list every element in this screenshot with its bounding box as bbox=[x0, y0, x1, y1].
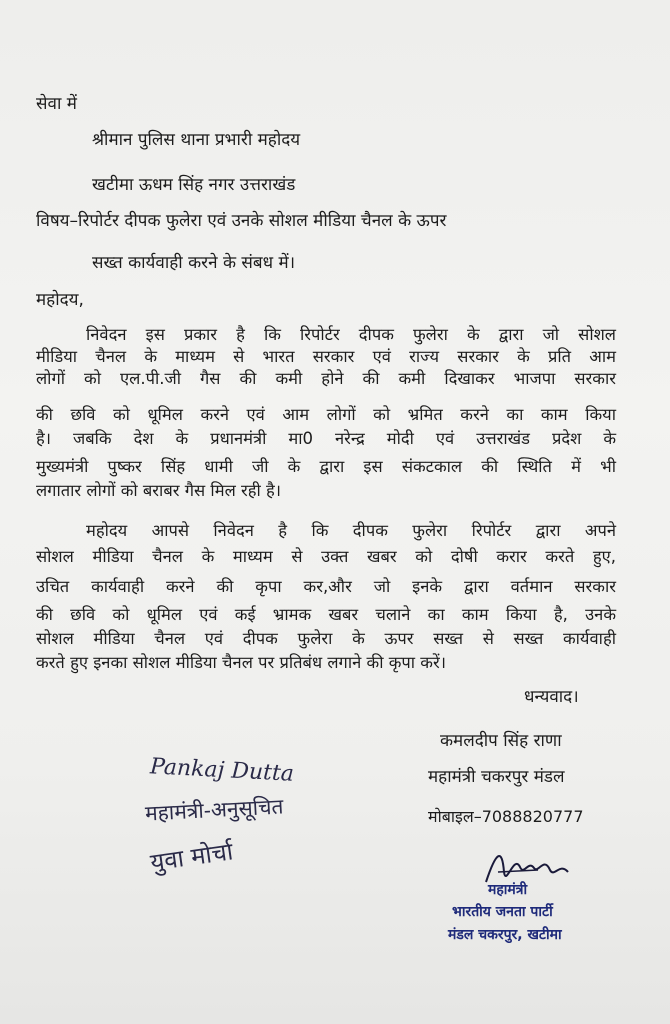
paragraph-line: की छवि को धूमिल एवं कई भ्रामक खबर चलाने का काम किया है, उनके bbox=[36, 605, 616, 624]
paragraph-line: लोगों को एल.पी.जी गैस की कमी होने की कमी दिखाकर भाजपा सरकार bbox=[36, 369, 616, 388]
paragraph-line: की छवि को धूमिल करने एवं आम लोगों को भ्रमित करने का काम किया bbox=[36, 405, 616, 424]
addressee-line-2: खटीमा ऊधम सिंह नगर उत्तराखंड bbox=[92, 175, 296, 195]
paragraph-line: सोशल मीडिया चैनल के माध्यम से उक्त खबर को दोषी करार करते हुए, bbox=[36, 547, 616, 566]
paragraph-line: उचित कार्यवाही करने की कृपा कर,और जो इनके द्वारा वर्तमान सरकार bbox=[36, 577, 616, 596]
subject-line-1: विषय–रिपोर्टर दीपक फुलेरा एवं उनके सोशल मीडिया चैनल के ऊपर bbox=[36, 211, 447, 231]
sender-name: कमलदीप सिंह राणा bbox=[440, 731, 562, 751]
handwritten-line-3: युवा मोर्चा bbox=[148, 837, 235, 877]
paragraph-line: मुख्यमंत्री पुष्कर सिंह धामी जी के द्वारा इस संकटकाल की स्थिति में भी bbox=[36, 457, 616, 476]
paragraph-line: महोदय आपसे निवेदन है कि दीपक फुलेरा रिपोर्टर द्वारा अपने bbox=[86, 521, 616, 540]
paragraph-line: करते हुए इनका सोशल मीडिया चैनल पर प्रतिबंध लगाने की कृपा करें। bbox=[36, 653, 446, 672]
handwritten-name: Pankaj Dutta bbox=[149, 754, 295, 787]
stamp-party: भारतीय जनता पार्टी bbox=[452, 904, 553, 920]
subject-line-2: सख्त कार्यवाही करने के संबध में। bbox=[92, 253, 296, 273]
salutation: सेवा में bbox=[36, 94, 77, 114]
handwritten-line-2: महामंत्री-अनुसूचित bbox=[144, 794, 285, 826]
stamp-mandal: मंडल चकरपुर, खटीमा bbox=[448, 927, 562, 943]
thanks: धन्यवाद। bbox=[524, 687, 579, 707]
paragraph-line: लगातार लोगों को बराबर गैस मिल रही है। bbox=[36, 481, 282, 500]
addressee-line-1: श्रीमान पुलिस थाना प्रभारी महोदय bbox=[92, 130, 301, 150]
greeting: महोदय, bbox=[36, 290, 84, 310]
paragraph-line: मीडिया चैनल के माध्यम से भारत सरकार एवं राज्य सरकार के प्रति आम bbox=[36, 347, 616, 366]
paragraph-line: सोशल मीडिया चैनल एवं दीपक फुलेरा के ऊपर सख्त से सख्त कार्यवाही bbox=[36, 629, 616, 648]
stamp-title: महामंत्री bbox=[488, 882, 528, 898]
sender-mobile: मोबाइल–7088820777 bbox=[428, 807, 584, 826]
paragraph-line: निवेदन इस प्रकार है कि रिपोर्टर दीपक फुलेरा के द्वारा जो सोशल bbox=[86, 325, 616, 344]
paragraph-line: है। जबकि देश के प्रधानमंत्री मा0 नरेन्द्र मोदी एवं उत्तराखंड प्रदेश के bbox=[36, 429, 616, 448]
sender-post: महामंत्री चकरपुर मंडल bbox=[428, 767, 565, 787]
